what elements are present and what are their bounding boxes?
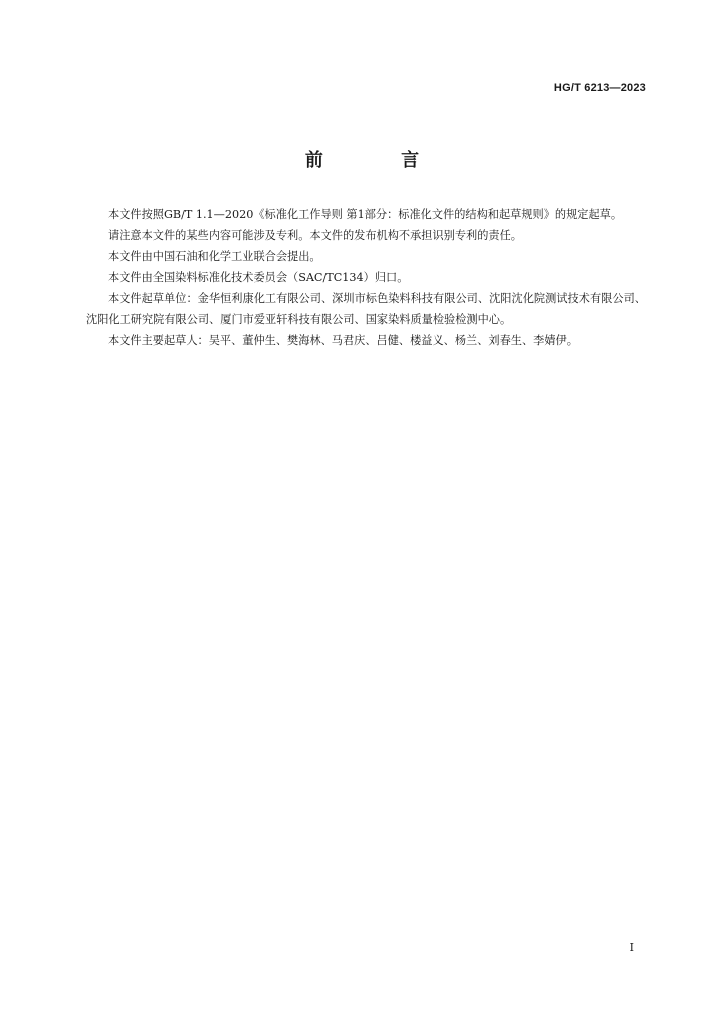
page-number: I bbox=[629, 941, 634, 954]
standard-code: HG/T 6213—2023 bbox=[553, 82, 646, 94]
paragraph-proposer: 本文件由中国石油和化学工业联合会提出。 bbox=[108, 250, 321, 263]
paragraph-patent-notice: 请注意本文件的某些内容可能涉及专利。本文件的发布机构不承担识别专利的责任。 bbox=[108, 229, 522, 242]
page-title: 前 言 bbox=[304, 150, 456, 171]
paragraph-technical-committee: 本文件由全国染料标准化技术委员会（SAC/TC134）归口。 bbox=[108, 271, 409, 284]
paragraph-main-drafters: 本文件主要起草人：吴平、董仲生、樊海林、马君庆、吕健、楼益义、杨兰、刘春生、李婧伊。 bbox=[108, 334, 578, 347]
foreword-body bbox=[86, 204, 646, 351]
paragraph-drafting-rules: 本文件按照GB/T 1.1—2020《标准化工作导则 第1部分：标准化文件的结构和起草规则》的规定起草。 bbox=[108, 208, 623, 221]
paragraph-drafting-organizations: 本文件起草单位：金华恒利康化工有限公司、深圳市标色染料科技有限公司、沈阳沈化院测试技术有限公司、沈阳化工研究院有限公司、厦门市爱亚轩科技有限公司、国家染料质量检验检测中心。 bbox=[86, 292, 646, 326]
